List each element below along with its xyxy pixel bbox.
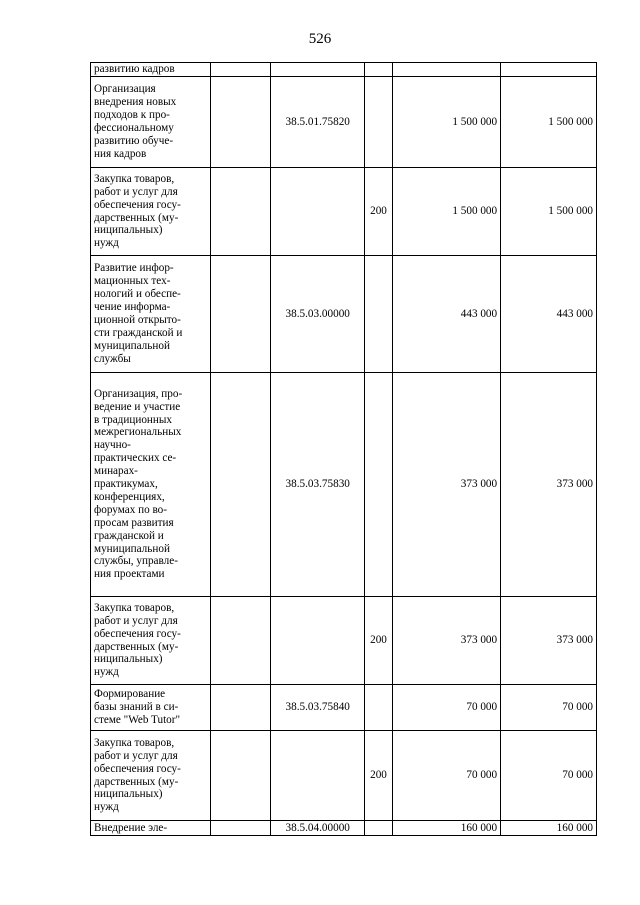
row-amount-cell-1: 373 000	[392, 373, 500, 597]
row-blank-cell	[210, 373, 271, 597]
row-name-line: развитию кадров	[94, 63, 175, 76]
row-name-line: развитию обуче-	[94, 134, 174, 147]
row-name-cell	[91, 256, 211, 373]
row-name-line: конференциях,	[94, 490, 165, 503]
row-amount-cell-2: 1 500 000	[501, 77, 597, 168]
row-blank-cell	[210, 685, 271, 731]
row-name-line: Развитие инфор-	[94, 262, 174, 275]
row-amount-cell-2: 373 000	[501, 597, 597, 685]
row-blank-cell	[210, 731, 271, 821]
row-expense-type-cell	[365, 256, 393, 373]
row-name-line: фессиональному	[94, 122, 174, 134]
row-name-line: Закупка товаров,	[94, 172, 175, 185]
row-name-line: работ и услуг для	[94, 614, 178, 627]
row-name-line: службы, управле-	[94, 555, 178, 568]
row-amount-cell-2: 373 000	[501, 373, 597, 597]
row-name-line: муниципальной	[94, 542, 170, 555]
row-name-cell	[91, 77, 211, 168]
row-expense-type-cell: 200	[365, 597, 393, 685]
row-name-cell	[91, 373, 211, 597]
row-code-cell: 38.5.03.75840	[271, 685, 365, 731]
row-name-line: практических се-	[94, 452, 177, 465]
row-blank-cell	[210, 256, 271, 373]
row-name-line: обеспечения госу-	[94, 762, 181, 775]
row-name-line: Внедрение эле-	[94, 821, 168, 834]
row-amount-cell-1: 1 500 000	[392, 77, 500, 168]
row-code-cell	[271, 731, 365, 821]
row-amount-cell-1: 1 500 000	[392, 168, 500, 256]
row-name-line: базы знаний в си-	[94, 701, 179, 714]
row-name-line: мационных тех-	[94, 275, 171, 288]
row-amount-cell-2	[501, 63, 597, 77]
row-name-line: межрегиональных	[94, 426, 182, 439]
row-name-line: Закупка товаров,	[94, 736, 175, 749]
row-name-cell	[91, 597, 211, 685]
row-name-line: ния проектами	[94, 568, 165, 581]
row-name-cell	[91, 821, 211, 836]
row-expense-type-cell	[365, 685, 393, 731]
table-row	[91, 256, 597, 373]
row-expense-type-cell: 200	[365, 731, 393, 821]
row-name-cell	[91, 168, 211, 256]
table-row	[91, 821, 597, 836]
row-name-line: работ и услуг для	[94, 749, 178, 762]
row-name-line: Организация	[94, 83, 156, 96]
row-code-cell: 38.5.03.75830	[271, 373, 365, 597]
row-name-line: сти гражданской и	[94, 326, 183, 339]
row-name-line: службы	[94, 352, 131, 365]
row-blank-cell	[210, 63, 271, 77]
row-expense-type-cell	[365, 821, 393, 836]
page-number: 526	[308, 31, 332, 47]
table-row	[91, 685, 597, 731]
row-expense-type-cell	[365, 77, 393, 168]
row-amount-cell-2: 443 000	[501, 256, 597, 373]
row-name-line: нологий и обеспе-	[94, 288, 181, 301]
row-name-line: Формирование	[94, 688, 166, 701]
row-name-line: ниципальных)	[94, 788, 163, 801]
row-amount-cell-1: 443 000	[392, 256, 500, 373]
row-expense-type-cell	[365, 63, 393, 77]
table-row	[91, 168, 597, 256]
row-amount-cell-2: 1 500 000	[501, 168, 597, 256]
row-amount-cell-1: 70 000	[392, 731, 500, 821]
row-expense-type-cell	[365, 373, 393, 597]
table-row	[91, 373, 597, 597]
row-name-line: в традиционных	[94, 413, 172, 426]
row-name-line: дарственных (му-	[94, 640, 179, 653]
row-name-cell	[91, 731, 211, 821]
row-name-line: нужд	[94, 801, 119, 814]
row-name-line: работ и услуг для	[94, 185, 178, 198]
row-name-line: чение информа-	[94, 301, 171, 314]
budget-table	[90, 62, 597, 836]
row-name-line: просам развития	[94, 516, 174, 529]
row-name-line: дарственных (му-	[94, 775, 179, 788]
row-blank-cell	[210, 77, 271, 168]
row-name-cell	[91, 685, 211, 731]
row-name-line: ционной открыто-	[94, 314, 181, 326]
row-code-cell	[271, 168, 365, 256]
row-expense-type-cell: 200	[365, 168, 393, 256]
row-name-line: практикумах,	[94, 478, 158, 491]
row-name-line: форумах по во-	[94, 503, 167, 516]
row-blank-cell	[210, 597, 271, 685]
row-name-line: гражданской и	[94, 529, 164, 542]
table-row	[91, 731, 597, 821]
row-name-line: подходов к про-	[94, 109, 170, 122]
row-name-line: ниципальных)	[94, 224, 163, 237]
table-row	[91, 77, 597, 168]
row-amount-cell-2: 70 000	[501, 731, 597, 821]
row-amount-cell-1: 373 000	[392, 597, 500, 685]
row-name-line: нужд	[94, 237, 119, 250]
row-name-line: обеспечения госу-	[94, 198, 181, 211]
row-name-line: минарах-	[94, 465, 138, 478]
row-amount-cell-2: 70 000	[501, 685, 597, 731]
row-name-line: внедрения новых	[94, 96, 177, 109]
row-name-line: стеме "Web Tutor"	[94, 713, 181, 726]
table-row	[91, 597, 597, 685]
row-name-line: Закупка товаров,	[94, 601, 175, 614]
row-name-line: нужд	[94, 666, 119, 679]
row-blank-cell	[210, 821, 271, 836]
budget-table-body	[91, 63, 597, 836]
row-code-cell: 38.5.03.00000	[271, 256, 365, 373]
table-row	[91, 63, 597, 77]
row-name-line: ния кадров	[94, 147, 147, 160]
row-blank-cell	[210, 168, 271, 256]
row-code-cell	[271, 63, 365, 77]
row-name-line: обеспечения госу-	[94, 627, 181, 640]
row-code-cell	[271, 597, 365, 685]
row-amount-cell-2: 160 000	[501, 821, 597, 836]
row-name-line: ведение и участие	[94, 400, 181, 413]
row-name-line: муниципальной	[94, 339, 170, 352]
row-code-cell: 38.5.01.75820	[271, 77, 365, 168]
row-amount-cell-1: 160 000	[392, 821, 500, 836]
row-name-cell	[91, 63, 211, 77]
row-amount-cell-1: 70 000	[392, 685, 500, 731]
row-amount-cell-1	[392, 63, 500, 77]
row-name-line: научно-	[94, 439, 131, 452]
row-name-line: дарственных (му-	[94, 211, 179, 224]
row-name-line: Организация, про-	[94, 387, 183, 400]
row-code-cell: 38.5.04.00000	[271, 821, 365, 836]
row-name-line: ниципальных)	[94, 653, 163, 666]
